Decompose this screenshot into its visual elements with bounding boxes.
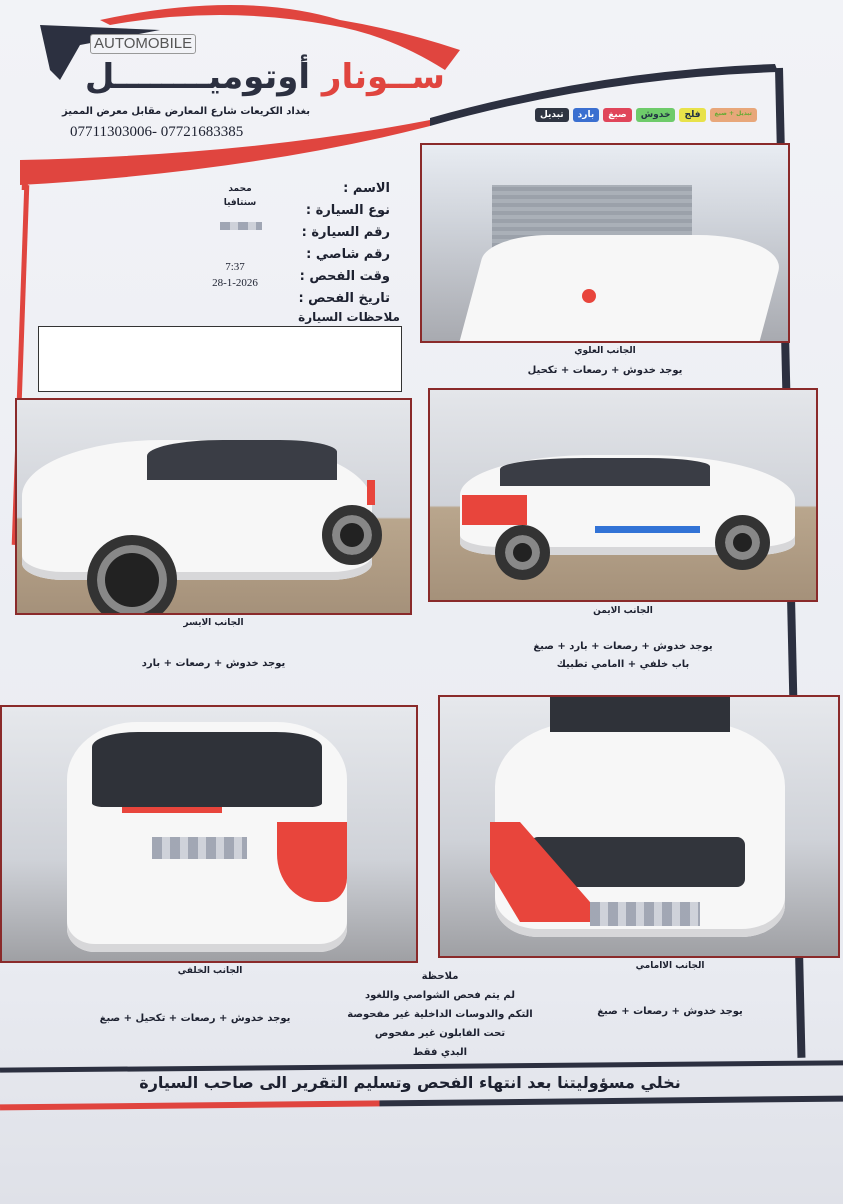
remark-line: لم يتم فحص الشواصي واللغود (365, 990, 515, 1001)
address: بغداد الكريعات شارع المعارض مقابل معرض المميز (62, 106, 310, 117)
value-date: 28-1-2026 (212, 277, 258, 289)
photo-front-side (438, 695, 840, 958)
phone-numbers: 07711303006- 07721683385 (70, 124, 244, 140)
note-front: يوجد خدوش + رصعات + صبغ (597, 1006, 743, 1017)
blurred-plate (220, 222, 262, 230)
windshield (550, 697, 730, 732)
photo-back-side (0, 705, 418, 963)
remark-line: البدي فقط (412, 1047, 468, 1058)
photo-top-side (420, 143, 790, 343)
legend-chip: بارد (573, 108, 600, 122)
label-car-type: نوع السيارة : (305, 203, 390, 218)
label-name: الاسم : (343, 181, 390, 196)
note-left: يوجد خدوش + رصعات + بارد (141, 658, 286, 669)
window (500, 458, 710, 486)
rear-window (92, 732, 322, 807)
label-plate: رقم السيارة : (301, 225, 390, 240)
label-date: تاريخ الفحص : (298, 291, 390, 306)
caption-back: الجانب الخلفي (177, 966, 243, 976)
color-legend (535, 108, 757, 122)
legend-chip: تبديل + صبغ (710, 108, 757, 122)
value-car-type: سنتافيا (223, 198, 257, 208)
remark-block (330, 967, 550, 1062)
car-notes-box[interactable] (38, 326, 402, 392)
value-time: 7:37 (225, 261, 245, 273)
window (147, 440, 337, 480)
remark-line: التكم والدوسات الداخلية غير مفحوصة (347, 1009, 533, 1020)
note-back: يوجد خدوش + رصعات + تكحيل + صبغ (99, 1013, 291, 1024)
logo-english: AUTOMOBILE (90, 34, 196, 54)
remark-title: ملاحظة (421, 971, 459, 982)
legend-chip: فلج (679, 108, 705, 122)
legend-chip: تبديل (535, 108, 569, 122)
legend-chip: صبغ (603, 108, 632, 122)
footer-line-top (0, 1060, 843, 1072)
note-right-2: باب خلفي + اامامي تطبيك (556, 659, 690, 670)
info-labels (285, 178, 390, 310)
remark-line: تحت الفابلون غير مفحوص (374, 1028, 506, 1039)
legend-chip: خدوش (636, 108, 676, 122)
note-right-1: يوجد خدوش + رصعات + بارد + صبغ (533, 641, 713, 652)
label-chassis: رقم شاصي : (306, 247, 390, 262)
note-top: يوجد خدوش + رصعات + تكحيل (527, 365, 683, 376)
caption-left: الجانب الايسر (183, 618, 244, 628)
value-name: محمد (228, 184, 252, 194)
caption-top: الجانب العلوي (574, 346, 636, 356)
caption-right: الجانب الايمن (593, 606, 653, 616)
photo-right-side (428, 388, 818, 602)
label-time: وقت الفحص : (299, 269, 390, 284)
logo-arabic: ســونار أوتوميــــــــل (84, 57, 445, 97)
photo-left-side (15, 398, 412, 615)
disclaimer: نخلي مسؤوليتنا بعد انتهاء الفحص وتسليم التقرير الى صاحب السيارة (139, 1073, 681, 1092)
caption-front: الجانب الاامامي (635, 961, 705, 971)
footer-line-bottom (0, 1096, 843, 1111)
car-notes-title: ملاحظات السيارة (298, 310, 400, 324)
